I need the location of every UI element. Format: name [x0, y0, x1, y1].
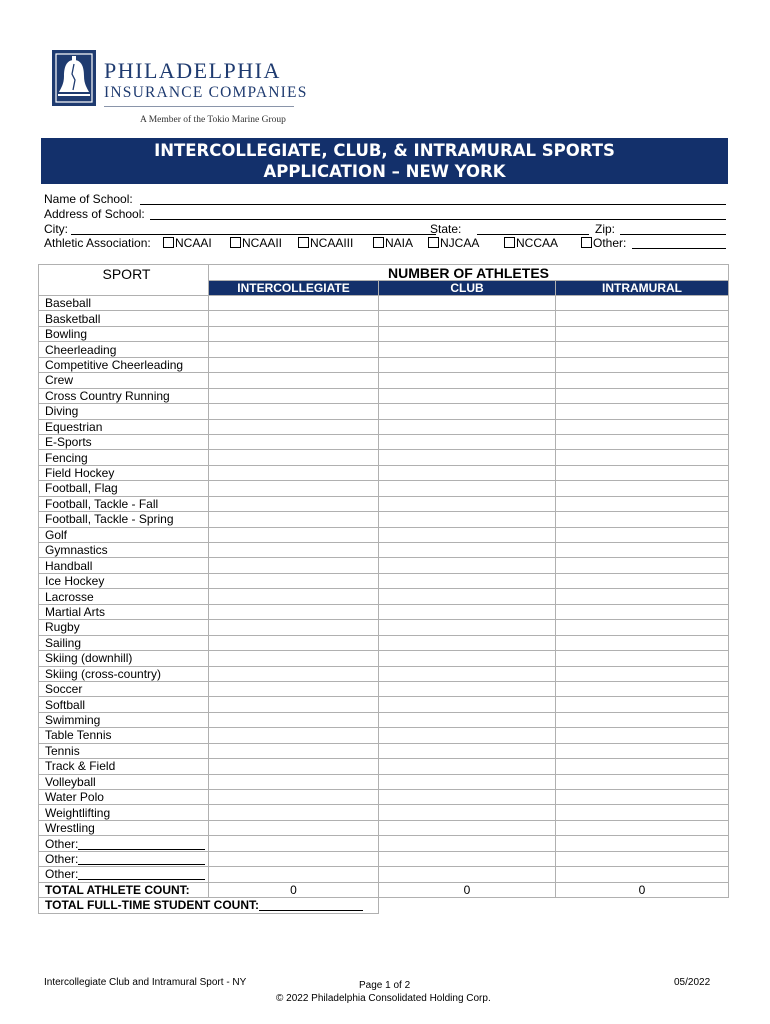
sport-name: Golf: [39, 527, 209, 542]
club-count-cell[interactable]: [379, 573, 556, 588]
club-count-cell[interactable]: [379, 496, 556, 511]
intercollegiate-count-cell[interactable]: [209, 419, 379, 434]
intramural-count-cell[interactable]: [556, 743, 729, 758]
intramural-count-cell[interactable]: [556, 836, 729, 851]
table-row: [39, 728, 729, 743]
sport-name: Wrestling: [39, 820, 209, 835]
sport-name: Cheerleading: [39, 342, 209, 357]
sport-name: Diving: [39, 404, 209, 419]
club-count-cell[interactable]: [379, 774, 556, 789]
total-athlete-value: 0: [379, 882, 556, 897]
club-count-cell[interactable]: [379, 558, 556, 573]
city-label: City:: [44, 222, 68, 236]
intercollegiate-count-cell[interactable]: [209, 743, 379, 758]
sport-name: Softball: [39, 697, 209, 712]
ncaai-option[interactable]: NCAAI: [163, 236, 212, 250]
ncaaii-option[interactable]: NCAAII: [230, 236, 282, 250]
intramural-count-cell[interactable]: [556, 790, 729, 805]
table-row: [39, 450, 729, 465]
school-name-label: Name of School:: [44, 192, 133, 206]
intercollegiate-count-cell[interactable]: [209, 697, 379, 712]
table-row: [39, 712, 729, 727]
intercollegiate-count-cell[interactable]: [209, 496, 379, 511]
number-of-athletes-header: NUMBER OF ATHLETES: [209, 265, 729, 281]
intramural-count-cell[interactable]: [556, 481, 729, 496]
company-logo: [52, 50, 308, 130]
intercollegiate-count-cell[interactable]: [209, 589, 379, 604]
intramural-count-cell[interactable]: [556, 373, 729, 388]
club-count-cell[interactable]: [379, 326, 556, 341]
club-count-cell[interactable]: [379, 604, 556, 619]
table-row: [39, 635, 729, 650]
other-sport-label: Other:: [45, 851, 79, 866]
sport-name: Football, Tackle - Fall: [39, 496, 209, 511]
intercollegiate-count-cell[interactable]: [209, 296, 379, 311]
table-row: [39, 465, 729, 480]
intercollegiate-count-cell[interactable]: [209, 326, 379, 341]
intercollegiate-count-cell[interactable]: [209, 543, 379, 558]
intramural-count-cell[interactable]: [556, 604, 729, 619]
ncaaiii-checkbox[interactable]: [298, 237, 309, 248]
intercollegiate-count-cell[interactable]: [209, 620, 379, 635]
other-association-option[interactable]: Other:: [581, 236, 626, 250]
intercollegiate-count-cell[interactable]: [209, 681, 379, 696]
table-row: [39, 820, 729, 835]
club-count-cell[interactable]: [379, 790, 556, 805]
copyright: © 2022 Philadelphia Consolidated Holding Corp.: [276, 993, 491, 1004]
table-row: [39, 805, 729, 820]
intramural-count-cell[interactable]: [556, 697, 729, 712]
intercollegiate-count-cell[interactable]: [209, 836, 379, 851]
intercollegiate-count-cell[interactable]: [209, 774, 379, 789]
naia-checkbox[interactable]: [373, 237, 384, 248]
zip-field[interactable]: [620, 234, 726, 235]
sport-name: Field Hockey: [39, 465, 209, 480]
intercollegiate-count-cell[interactable]: [209, 512, 379, 527]
sport-name: Baseball: [39, 296, 209, 311]
intramural-count-cell[interactable]: [556, 326, 729, 341]
sport-name: Soccer: [39, 681, 209, 696]
intramural-count-cell[interactable]: [556, 558, 729, 573]
club-count-cell[interactable]: [379, 543, 556, 558]
table-row: [39, 651, 729, 666]
intramural-count-cell[interactable]: [556, 465, 729, 480]
intercollegiate-count-cell[interactable]: [209, 604, 379, 619]
intramural-column-header: INTRAMURAL: [556, 281, 729, 296]
table-row: [39, 573, 729, 588]
sport-name: Bowling: [39, 326, 209, 341]
sport-name: Water Polo: [39, 790, 209, 805]
club-count-cell[interactable]: [379, 465, 556, 480]
sport-name: Lacrosse: [39, 589, 209, 604]
title-line-1: INTERCOLLEGIATE, CLUB, & INTRAMURAL SPORTS: [154, 141, 615, 160]
intercollegiate-count-cell[interactable]: [209, 759, 379, 774]
intramural-count-cell[interactable]: [556, 805, 729, 820]
zip-label: Zip:: [595, 222, 616, 236]
sport-name: Basketball: [39, 311, 209, 326]
club-count-cell[interactable]: [379, 404, 556, 419]
table-row: [39, 666, 729, 681]
intramural-count-cell[interactable]: [556, 512, 729, 527]
form-title: [41, 138, 728, 184]
intramural-count-cell[interactable]: [556, 434, 729, 449]
intercollegiate-count-cell[interactable]: [209, 651, 379, 666]
sport-name: Gymnastics: [39, 543, 209, 558]
table-row: [39, 357, 729, 372]
sport-name: E-Sports: [39, 434, 209, 449]
blank-cell: [379, 898, 729, 913]
sport-name: Equestrian: [39, 419, 209, 434]
table-row: [39, 604, 729, 619]
intercollegiate-count-cell[interactable]: [209, 342, 379, 357]
intramural-count-cell[interactable]: [556, 527, 729, 542]
intramural-count-cell[interactable]: [556, 543, 729, 558]
club-count-cell[interactable]: [379, 311, 556, 326]
other-sport-row: [39, 836, 729, 851]
other-sport-field[interactable]: [78, 853, 205, 865]
club-count-cell[interactable]: [379, 589, 556, 604]
state-label: State:: [430, 222, 462, 236]
intercollegiate-count-cell[interactable]: [209, 388, 379, 403]
table-row: [39, 790, 729, 805]
club-count-cell[interactable]: [379, 867, 556, 882]
other-sport-cell: [39, 836, 209, 851]
other-sport-row: [39, 851, 729, 866]
table-row: [39, 342, 729, 357]
intramural-count-cell[interactable]: [556, 681, 729, 696]
sport-name: Fencing: [39, 450, 209, 465]
njcaa-checkbox[interactable]: [428, 237, 439, 248]
intramural-count-cell[interactable]: [556, 774, 729, 789]
logo-name: PHILADELPHIA: [104, 58, 281, 83]
state-field[interactable]: [477, 234, 589, 235]
intramural-count-cell[interactable]: [556, 573, 729, 588]
intramural-count-cell[interactable]: [556, 666, 729, 681]
nccaa-option[interactable]: NCCAA: [504, 236, 558, 250]
liberty-bell-icon: [52, 50, 96, 106]
intercollegiate-count-cell[interactable]: [209, 373, 379, 388]
table-row: [39, 326, 729, 341]
other-association-field[interactable]: [632, 248, 726, 249]
total-fulltime-label: TOTAL FULL-TIME STUDENT COUNT:: [45, 898, 259, 913]
intramural-count-cell[interactable]: [556, 419, 729, 434]
table-row: [39, 774, 729, 789]
club-count-cell[interactable]: [379, 481, 556, 496]
other-sport-label: Other:: [45, 836, 79, 851]
logo-tagline: A Member of the Tokio Marine Group: [140, 115, 286, 125]
intramural-count-cell[interactable]: [556, 651, 729, 666]
intercollegiate-count-cell[interactable]: [209, 527, 379, 542]
club-count-cell[interactable]: [379, 450, 556, 465]
table-row: [39, 512, 729, 527]
njcaa-option[interactable]: NJCAA: [428, 236, 479, 250]
club-count-cell[interactable]: [379, 743, 556, 758]
club-count-cell[interactable]: [379, 666, 556, 681]
table-row: [39, 697, 729, 712]
sport-name: Volleyball: [39, 774, 209, 789]
intramural-count-cell[interactable]: [556, 759, 729, 774]
table-row: [39, 496, 729, 511]
club-column-header: CLUB: [379, 281, 556, 296]
sport-name: Handball: [39, 558, 209, 573]
table-row: [39, 558, 729, 573]
ncaaii-checkbox[interactable]: [230, 237, 241, 248]
intercollegiate-count-cell[interactable]: [209, 481, 379, 496]
intercollegiate-count-cell[interactable]: [209, 558, 379, 573]
table-row: [39, 434, 729, 449]
footer-form-name: Intercollegiate Club and Intramural Sport - NY: [44, 977, 247, 988]
intramural-count-cell[interactable]: [556, 404, 729, 419]
intercollegiate-count-cell[interactable]: [209, 450, 379, 465]
other-sport-cell: [39, 867, 209, 882]
table-row: [39, 311, 729, 326]
sport-name: Track & Field: [39, 759, 209, 774]
intramural-count-cell[interactable]: [556, 311, 729, 326]
athletic-association-label: Athletic Association:: [44, 236, 151, 250]
page-number: Page 1 of 2: [359, 980, 411, 991]
sport-name: Ice Hockey: [39, 573, 209, 588]
club-count-cell[interactable]: [379, 373, 556, 388]
club-count-cell[interactable]: [379, 419, 556, 434]
sport-name: Sailing: [39, 635, 209, 650]
total-athlete-row: [39, 882, 729, 897]
other-sport-label: Other:: [45, 867, 79, 882]
intercollegiate-count-cell[interactable]: [209, 851, 379, 866]
table-row: [39, 373, 729, 388]
sport-name: Tennis: [39, 743, 209, 758]
intercollegiate-count-cell[interactable]: [209, 666, 379, 681]
intercollegiate-count-cell[interactable]: [209, 712, 379, 727]
table-row: [39, 296, 729, 311]
intramural-count-cell[interactable]: [556, 589, 729, 604]
logo-subname: INSURANCE COMPANIES: [104, 84, 308, 101]
intramural-count-cell[interactable]: [556, 867, 729, 882]
intercollegiate-count-cell[interactable]: [209, 867, 379, 882]
table-row: [39, 404, 729, 419]
table-row: [39, 388, 729, 403]
intramural-count-cell[interactable]: [556, 620, 729, 635]
ncaai-checkbox[interactable]: [163, 237, 174, 248]
intercollegiate-column-header: INTERCOLLEGIATE: [209, 281, 379, 296]
sport-name: Football, Tackle - Spring: [39, 512, 209, 527]
club-count-cell[interactable]: [379, 620, 556, 635]
title-line-2: APPLICATION – NEW YORK: [263, 162, 506, 181]
total-athlete-label: TOTAL ATHLETE COUNT:: [39, 882, 209, 897]
school-address-label: Address of School:: [44, 207, 145, 221]
sport-name: Weightlifting: [39, 805, 209, 820]
athletes-table: [38, 264, 729, 914]
intramural-count-cell[interactable]: [556, 820, 729, 835]
club-count-cell[interactable]: [379, 728, 556, 743]
intercollegiate-count-cell[interactable]: [209, 465, 379, 480]
club-count-cell[interactable]: [379, 635, 556, 650]
intercollegiate-count-cell[interactable]: [209, 573, 379, 588]
table-row: [39, 543, 729, 558]
city-field[interactable]: [71, 234, 436, 235]
club-count-cell[interactable]: [379, 512, 556, 527]
intercollegiate-count-cell[interactable]: [209, 805, 379, 820]
club-count-cell[interactable]: [379, 851, 556, 866]
intramural-count-cell[interactable]: [556, 712, 729, 727]
sport-name: Skiing (downhill): [39, 651, 209, 666]
sport-name: Swimming: [39, 712, 209, 727]
intramural-count-cell[interactable]: [556, 496, 729, 511]
other-sport-cell: [39, 851, 209, 866]
club-count-cell[interactable]: [379, 651, 556, 666]
nccaa-checkbox[interactable]: [504, 237, 515, 248]
table-row: [39, 681, 729, 696]
sport-name: Football, Flag: [39, 481, 209, 496]
sport-column-header: SPORT: [39, 265, 209, 296]
total-fulltime-cell: [39, 898, 379, 913]
club-count-cell[interactable]: [379, 697, 556, 712]
sport-name: Cross Country Running: [39, 388, 209, 403]
total-fulltime-row: [39, 898, 729, 913]
naia-option[interactable]: NAIA: [373, 236, 413, 250]
total-athlete-value: 0: [556, 882, 729, 897]
table-row: [39, 419, 729, 434]
school-address-field[interactable]: [150, 219, 726, 220]
sport-name: Competitive Cheerleading: [39, 357, 209, 372]
intramural-count-cell[interactable]: [556, 342, 729, 357]
club-count-cell[interactable]: [379, 836, 556, 851]
intercollegiate-count-cell[interactable]: [209, 404, 379, 419]
club-count-cell[interactable]: [379, 805, 556, 820]
table-row: [39, 481, 729, 496]
club-count-cell[interactable]: [379, 759, 556, 774]
intramural-count-cell[interactable]: [556, 851, 729, 866]
intramural-count-cell[interactable]: [556, 728, 729, 743]
intercollegiate-count-cell[interactable]: [209, 311, 379, 326]
intercollegiate-count-cell[interactable]: [209, 635, 379, 650]
club-count-cell[interactable]: [379, 357, 556, 372]
school-name-field[interactable]: [140, 204, 726, 205]
intramural-count-cell[interactable]: [556, 450, 729, 465]
club-count-cell[interactable]: [379, 388, 556, 403]
total-fulltime-field[interactable]: [259, 899, 363, 911]
sport-name: Skiing (cross-country): [39, 666, 209, 681]
club-count-cell[interactable]: [379, 527, 556, 542]
intramural-count-cell[interactable]: [556, 635, 729, 650]
sport-name: Crew: [39, 373, 209, 388]
intercollegiate-count-cell[interactable]: [209, 820, 379, 835]
intramural-count-cell[interactable]: [556, 357, 729, 372]
table-row: [39, 743, 729, 758]
table-row: [39, 759, 729, 774]
sport-name: Rugby: [39, 620, 209, 635]
logo-divider: [104, 106, 294, 107]
intercollegiate-count-cell[interactable]: [209, 790, 379, 805]
intramural-count-cell[interactable]: [556, 388, 729, 403]
sport-name: Martial Arts: [39, 604, 209, 619]
intercollegiate-count-cell[interactable]: [209, 357, 379, 372]
table-row: [39, 620, 729, 635]
club-count-cell[interactable]: [379, 434, 556, 449]
ncaaiii-option[interactable]: NCAAIII: [298, 236, 353, 250]
club-count-cell[interactable]: [379, 712, 556, 727]
table-row: [39, 527, 729, 542]
intercollegiate-count-cell[interactable]: [209, 434, 379, 449]
other-association-checkbox[interactable]: [581, 237, 592, 248]
table-row: [39, 589, 729, 604]
club-count-cell[interactable]: [379, 820, 556, 835]
intercollegiate-count-cell[interactable]: [209, 728, 379, 743]
club-count-cell[interactable]: [379, 296, 556, 311]
other-sport-row: [39, 867, 729, 882]
intramural-count-cell[interactable]: [556, 296, 729, 311]
sport-name: Table Tennis: [39, 728, 209, 743]
total-athlete-value: 0: [209, 882, 379, 897]
club-count-cell[interactable]: [379, 342, 556, 357]
other-sport-field[interactable]: [78, 838, 205, 850]
other-sport-field[interactable]: [78, 868, 205, 880]
form-date: 05/2022: [674, 977, 711, 988]
club-count-cell[interactable]: [379, 681, 556, 696]
